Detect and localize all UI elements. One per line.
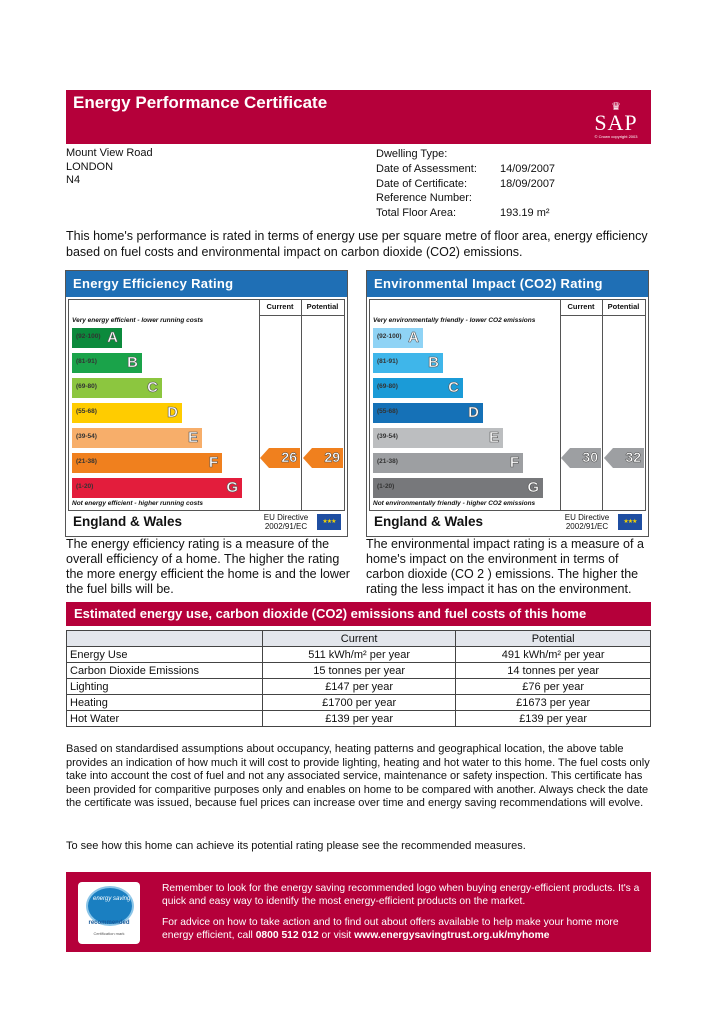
detail-label: Date of Certificate: [376,177,468,190]
band-range: (1-20) [377,483,395,490]
rating-band-d [72,403,182,423]
band-letter: G [226,479,238,496]
band-letter: G [527,479,539,496]
rating-grid [68,299,345,511]
band-letter: B [428,354,439,371]
rating-band-a [72,328,122,348]
logo-main-text: recommended [88,920,130,926]
band-range: (55-68) [377,408,398,415]
rating-band-f [373,453,523,473]
detail-label: Total Floor Area: [376,207,457,220]
band-letter: A [408,329,419,346]
bottom-note: Not energy efficient - higher running costs [72,500,203,507]
efficiency-description: The energy efficiency rating is a measure of the overall efficiency of a home. The higher the rating the more energy efficient the home is and the lower the fuel bills will be. [66,537,350,596]
estimates-table [66,630,651,727]
row-current: £139 per year [263,711,456,727]
promo-line-2-mid: or visit [318,930,355,941]
band-letter: F [509,454,519,471]
see-measures-text: To see how this home can achieve its potential rating please see the recommended measures. [66,840,526,852]
potential-rating-arrow [303,448,343,468]
row-label: Carbon Dioxide Emissions [67,663,263,679]
band-range: (92-100) [377,333,402,340]
detail-row [376,206,555,221]
eu-flag-icon: ★★★ [317,514,341,530]
address-line: LONDON [66,160,114,173]
detail-label: Date of Assessment: [376,162,477,175]
detail-value: 193.19 m² [500,207,550,220]
current-rating-arrow-value: 30 [582,449,598,465]
row-label: Hot Water [67,711,263,727]
eu-directive: EU Directive 2002/91/EC [564,513,610,531]
region-label: England & Wales [73,514,183,529]
band-range: (39-54) [377,433,398,440]
row-potential: £76 per year [456,679,651,695]
detail-row [376,177,555,192]
page-title: Energy Performance Certificate [73,93,328,112]
band-letter: B [127,354,138,371]
band-range: (55-68) [76,408,97,415]
band-range: (81-91) [377,358,398,365]
rating-grid [369,299,646,511]
rating-band-b [373,353,443,373]
energy-saving-promo [66,872,651,952]
band-letter: A [107,329,118,346]
energy-efficiency-rating-panel [65,270,348,537]
row-current: 15 tonnes per year [263,663,456,679]
column-current: Current [567,302,595,311]
detail-label: Dwelling Type: [376,148,448,160]
band-letter: C [147,379,158,396]
address-line: Mount View Road [66,147,153,159]
detail-value: 18/09/2007 [500,177,556,190]
band-range: (21-38) [76,458,97,465]
assumptions-text: Based on standardised assumptions about occupancy, heating patterns and geographical location, the above table provides an indication of how much it will cost to provide lighting, heating and hot water to this home. The fuel costs only take into account the cost of fuel and not any associated service, maintenance or safety inspection. This certificate has been provided for comparitive purposes only and enables on home to be compared with another. Always check the date the certificate was issued, because fuel prices can increase over time and energy saving recommendations will evolve. [66,743,650,809]
estimates-title: Estimated energy use, carbon dioxide (CO2) emissions and fuel costs of this home [66,602,651,626]
potential-rating-arrow-value: 32 [625,449,641,465]
band-letter: C [448,379,459,396]
bottom-note: Not environmentally friendly - higher CO2 emissions [373,500,536,507]
eu-flag-icon: ★★★ [618,514,642,530]
top-note: Very energy efficient - lower running costs [72,317,204,324]
detail-row [376,147,555,162]
table-row [67,695,651,711]
band-range: (69-80) [76,383,97,390]
rating-band-f [72,453,222,473]
rating-band-g [373,478,543,498]
sap-logo-small: © Crown copyright 2003 [594,134,638,139]
row-potential: £139 per year [456,711,651,727]
current-rating-arrow-value: 26 [281,449,297,465]
panel-footer [68,511,343,533]
band-letter: E [187,429,198,446]
panel-title: Energy Efficiency Rating [66,271,347,297]
rating-band-g [72,478,242,498]
certificate-details [376,147,555,221]
eu-directive: EU Directive 2002/91/EC [263,513,309,531]
current-rating-arrow [260,448,300,468]
environmental-impact-rating-panel [366,270,649,537]
band-range: (81-91) [76,358,97,365]
rating-band-e [72,428,202,448]
detail-row [376,191,555,206]
detail-label: Reference Number: [376,192,472,205]
band-letter: E [488,429,499,446]
rating-band-b [72,353,142,373]
row-current: £147 per year [263,679,456,695]
detail-row [376,162,555,177]
row-label: Lighting [67,679,263,695]
rating-band-d [373,403,483,423]
table-header-blank [67,631,263,647]
rating-band-e [373,428,503,448]
row-current: 511 kWh/m² per year [263,647,456,663]
band-letter: D [468,404,479,421]
sap-logo-text: SAP [594,110,638,135]
promo-line-2-text: For advice on how to take action and to find out about offers available to help make your home more energy efficient, call [162,917,619,941]
rating-band-a [373,328,423,348]
table-row [67,679,651,695]
table-row [67,711,651,727]
band-range: (39-54) [76,433,97,440]
logo-top-text: energy saving [93,896,131,902]
table-header-potential: Potential [456,631,651,647]
panel-title: Environmental Impact (CO2) Rating [367,271,648,297]
row-potential: 491 kWh/m² per year [456,647,651,663]
table-header-row [67,631,651,647]
current-rating-arrow [561,448,601,468]
table-row [67,663,651,679]
band-range: (1-20) [76,483,94,490]
crown-icon: ♛ [611,101,621,113]
certificate-header [66,90,651,144]
panel-footer [369,511,644,533]
row-potential: £1673 per year [456,695,651,711]
advice-phone-link[interactable]: 0800 512 012 [255,930,319,941]
band-letter: D [167,404,178,421]
promo-line-2 [162,916,647,942]
potential-rating-arrow-value: 29 [324,449,340,465]
band-range: (69-80) [377,383,398,390]
row-label: Heating [67,695,263,711]
property-address [66,147,153,188]
row-label: Energy Use [67,647,263,663]
logo-sub-text: Certification mark [93,931,125,936]
detail-value: 14/09/2007 [500,162,556,175]
advice-url-link[interactable]: www.energysavingtrust.org.uk/myhome [354,930,550,941]
rating-band-c [72,378,162,398]
region-label: England & Wales [374,514,484,529]
row-current: £1700 per year [263,695,456,711]
sap-logo [591,101,641,139]
rating-band-c [373,378,463,398]
energy-saving-recommended-logo [78,882,140,944]
address-postcode: N4 [66,174,81,186]
promo-line-1: Remember to look for the energy saving recommended logo when buying energy-efficient products. It's a quick and easy way to identify the most energy-efficient products on the market. [162,883,640,907]
band-range: (92-100) [76,333,101,340]
row-potential: 14 tonnes per year [456,663,651,679]
band-letter: F [208,454,218,471]
potential-rating-arrow [604,448,644,468]
band-range: (21-38) [377,458,398,465]
table-header-current: Current [263,631,456,647]
column-current: Current [266,302,294,311]
column-potential: Potential [306,302,339,311]
top-note: Very environmentally friendly - lower CO2 emissions [373,317,536,324]
environment-description: The environmental impact rating is a measure of a home's impact on the environment in terms of carbon dioxide (CO 2 ) emissions. The higher the rating the less impact it has on the environment. [366,537,644,596]
intro-text: This home's performance is rated in terms of energy use per square metre of floor area, energy efficiency based on fuel costs and environmental impact on carbon dioxide (CO2) emissions. [66,229,648,259]
table-row [67,647,651,663]
column-potential: Potential [607,302,640,311]
